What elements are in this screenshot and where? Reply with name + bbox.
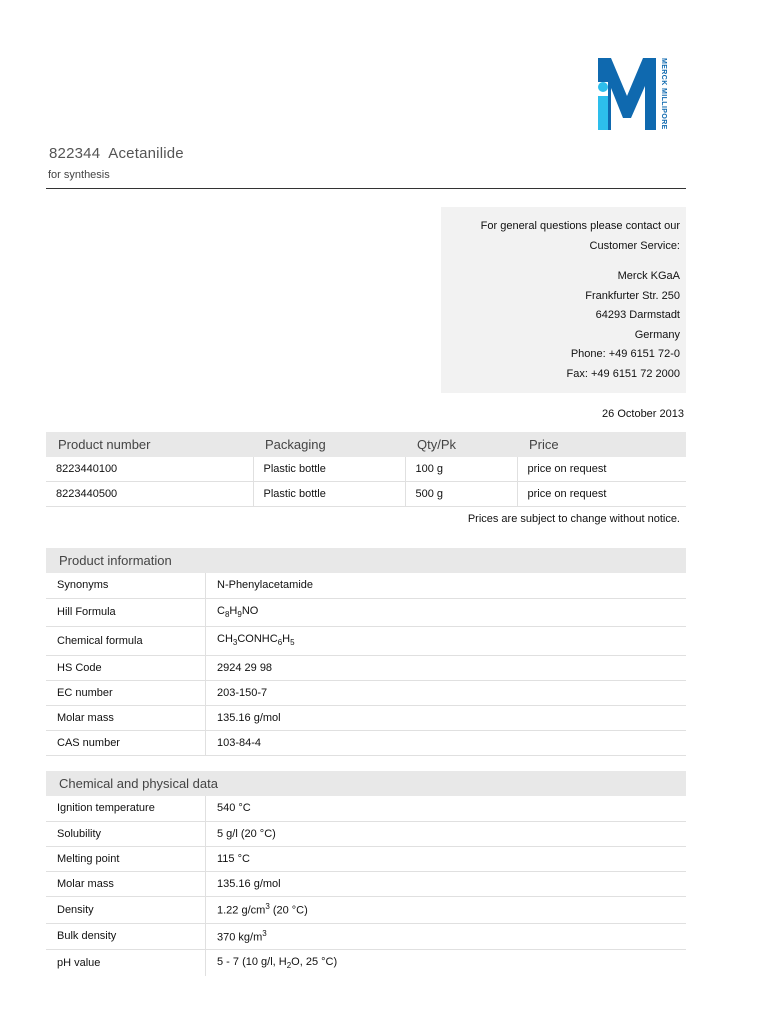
cell-product-number: 8223440500 <box>46 482 253 507</box>
cell-qty: 100 g <box>405 457 517 482</box>
col-product-number: Product number <box>46 432 253 457</box>
col-price: Price <box>517 432 686 457</box>
data-label: Solubility <box>46 821 206 846</box>
cell-product-number: 8223440100 <box>46 457 253 482</box>
data-label: Molar mass <box>46 871 206 896</box>
table-row <box>46 626 686 655</box>
info-value: 135.16 g/mol <box>206 705 687 730</box>
contact-phone: Phone: +49 6151 72-0 <box>570 348 680 360</box>
data-label: Melting point <box>46 846 206 871</box>
contact-intro-1: For general questions please contact our <box>480 220 680 232</box>
contact-country: Germany <box>634 328 680 341</box>
product-subtitle: for synthesis <box>48 169 110 181</box>
contact-street: Frankfurter Str. 250 <box>585 289 680 302</box>
info-label: Molar mass <box>46 705 206 730</box>
table-row <box>46 896 686 923</box>
table-row <box>46 796 686 821</box>
chem-data-table <box>46 796 686 976</box>
table-row <box>46 482 686 507</box>
data-value: 5 g/l (20 °C) <box>206 821 687 846</box>
table-row <box>46 655 686 680</box>
info-value: 203-150-7 <box>206 680 687 705</box>
cell-qty: 500 g <box>405 482 517 507</box>
page-title <box>49 145 184 162</box>
col-packaging: Packaging <box>253 432 405 457</box>
contact-city: 64293 Darmstadt <box>595 309 680 321</box>
data-value: 115 °C <box>206 846 687 871</box>
cell-packaging: Plastic bottle <box>253 457 405 482</box>
table-row <box>46 705 686 730</box>
table-row <box>46 598 686 626</box>
chem-data-heading: Chemical and physical data <box>46 771 686 796</box>
info-value: N-Phenylacetamide <box>206 573 687 598</box>
contact-fax: Fax: +49 6151 72 2000 <box>566 367 680 380</box>
table-row <box>46 730 686 755</box>
product-name: Acetanilide <box>108 145 184 162</box>
data-label: Ignition temperature <box>46 796 206 821</box>
header-divider <box>46 188 686 189</box>
bulk-density-value: 370 $kg/m^3$ <box>206 923 687 949</box>
info-label: CAS number <box>46 730 206 755</box>
cell-price: price on request <box>517 457 686 482</box>
density-value: 1.22 $g/cm^3$ (20 °C) <box>206 896 687 923</box>
table-row <box>46 846 686 871</box>
info-value: 103-84-4 <box>206 730 687 755</box>
table-row <box>46 573 686 598</box>
info-label: HS Code <box>46 655 206 680</box>
products-header-row <box>46 432 686 457</box>
product-info-heading: Product information <box>46 548 686 573</box>
info-label: Synonyms <box>46 573 206 598</box>
col-qty: Qty/Pk <box>405 432 517 457</box>
cell-price: price on request <box>517 482 686 507</box>
price-note: Prices are subject to change without notice. <box>467 513 680 525</box>
document-date: 26 October 2013 <box>602 408 684 420</box>
data-label: Bulk density <box>46 923 206 949</box>
products-table <box>46 432 686 507</box>
cell-packaging: Plastic bottle <box>253 482 405 507</box>
contact-company: Merck KGaA <box>617 270 680 282</box>
contact-box <box>441 207 686 393</box>
info-value: 2924 29 98 <box>206 655 687 680</box>
info-label: Hill Formula <box>46 598 206 626</box>
data-value: 540 °C <box>206 796 687 821</box>
ph-value: 5 - 7 (10 g/l, $H_2O$, 25 °C) <box>217 955 338 970</box>
contact-intro-2: Customer Service: <box>589 239 680 252</box>
table-row <box>46 949 686 976</box>
table-row <box>46 923 686 949</box>
logo-accent-dot <box>598 82 608 92</box>
product-id: 822344 <box>49 145 101 162</box>
info-label: EC number <box>46 680 206 705</box>
table-row <box>46 821 686 846</box>
table-row <box>46 680 686 705</box>
hill-formula-value: $C_8H_9NO$ <box>206 598 687 626</box>
data-label: Density <box>46 896 206 923</box>
data-label: pH value <box>46 949 206 976</box>
logo-wordmark: MERCK MILLIPORE <box>660 58 667 130</box>
product-info-table <box>46 573 686 756</box>
data-value: 135.16 g/mol <box>206 871 687 896</box>
table-row <box>46 457 686 482</box>
logo-accent-bar <box>598 96 608 130</box>
info-label: Chemical formula <box>46 626 206 655</box>
table-row <box>46 871 686 896</box>
chemical-formula-value: $CH_3CONHC_6H_5$ <box>206 626 687 655</box>
